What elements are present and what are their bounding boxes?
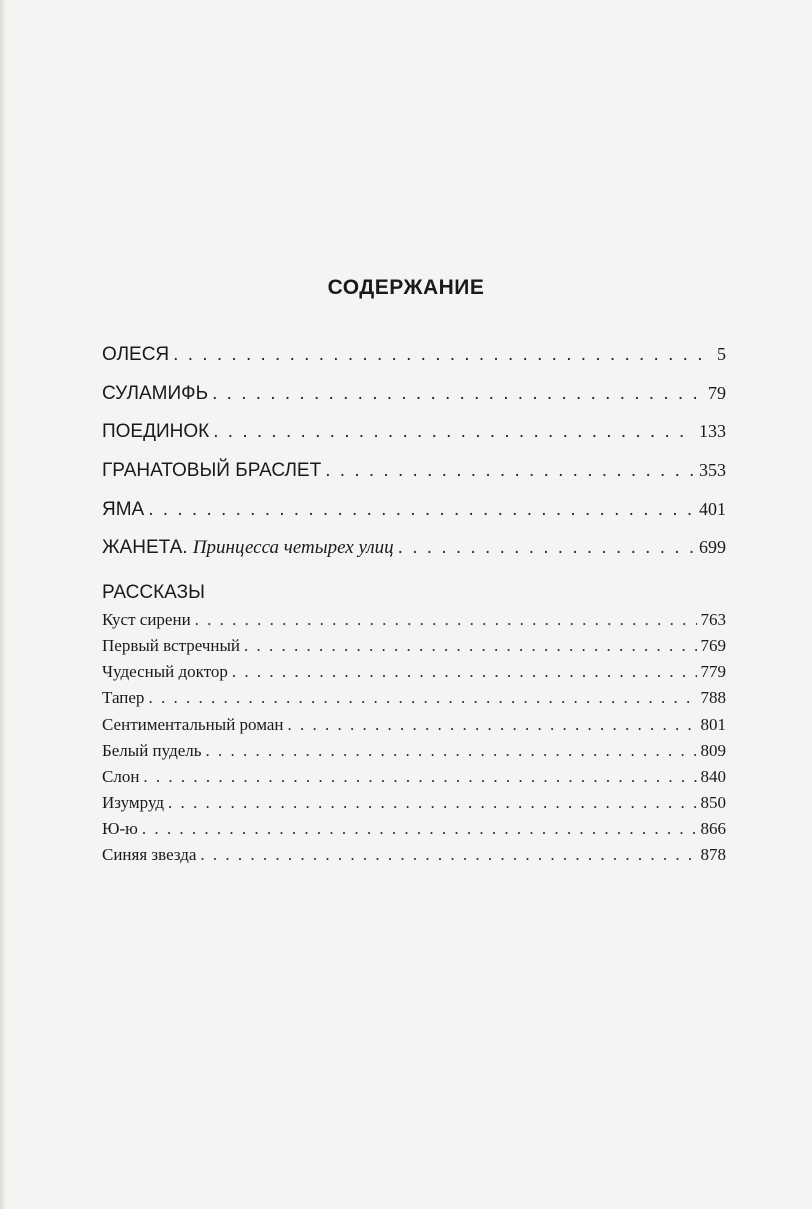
toc-page-number: 788	[700, 688, 726, 708]
toc-entry-title: Чудесный доктор	[102, 662, 228, 682]
dot-leader	[168, 793, 696, 813]
toc-entry-title: Белый пудель	[102, 740, 202, 760]
table-of-contents	[102, 344, 726, 871]
page-edge	[0, 0, 6, 1209]
dot-leader	[142, 819, 697, 839]
toc-page-number: 699	[699, 537, 726, 558]
page-title: СОДЕРЖАНИЕ	[327, 276, 485, 299]
toc-page-number: 866	[700, 818, 726, 838]
toc-entry-story	[102, 662, 726, 688]
toc-entry-story	[102, 715, 726, 741]
toc-entry-title: ОЛЕСЯ	[102, 344, 170, 365]
toc-entry-title: Куст сирени	[102, 610, 191, 630]
toc-entry-title: Первый встречный	[102, 636, 241, 656]
toc-entry-yama	[102, 499, 726, 538]
toc-entry-story	[102, 767, 726, 793]
toc-entry-story	[102, 688, 726, 714]
toc-entry-title: ЯМА	[102, 498, 145, 520]
toc-entry-story	[102, 610, 726, 636]
dot-leader	[148, 499, 695, 521]
toc-entry-title: Изумруд	[102, 792, 165, 812]
dot-leader	[232, 662, 697, 682]
toc-page-number: 133	[699, 421, 726, 442]
toc-entry-title: Сентиментальный роман	[102, 714, 284, 734]
toc-entry-title: Ю-ю	[102, 818, 138, 838]
toc-entry-title: Синяя звезда	[102, 844, 197, 864]
toc-entry-olesya	[102, 344, 726, 383]
toc-entry-zhaneta	[102, 537, 726, 576]
toc-entry-story	[102, 741, 726, 767]
dot-leader	[200, 845, 696, 865]
toc-entry-story	[102, 636, 726, 662]
toc-page-number: 779	[700, 662, 726, 682]
dot-leader	[288, 715, 697, 735]
toc-page-number: 878	[700, 844, 726, 864]
dot-leader	[398, 537, 695, 559]
toc-entry-title: ПОЕДИНОК	[102, 421, 210, 443]
toc-entry-title: Слон	[102, 766, 140, 786]
toc-page-number: 763	[700, 610, 726, 630]
dot-leader	[212, 383, 704, 405]
toc-page-number: 401	[699, 498, 726, 519]
toc-entry-poedinok	[102, 421, 726, 460]
dot-leader	[148, 688, 696, 708]
toc-entry-story	[102, 793, 726, 819]
toc-page-number: 809	[700, 740, 726, 760]
dot-leader	[195, 610, 697, 630]
toc-entry-granatovy-braslet	[102, 460, 726, 499]
toc-entry-title: Тапер	[102, 688, 145, 708]
toc-page-number: 801	[700, 714, 726, 734]
toc-entry-title: СУЛАМИФЬ	[102, 382, 209, 404]
toc-entry-subtitle: Принцесса четырех улиц	[192, 537, 394, 559]
toc-page-number: 769	[700, 636, 726, 656]
toc-entry-story	[102, 819, 726, 845]
toc-entry-story	[102, 845, 726, 871]
toc-page-number: 5	[717, 344, 726, 364]
dot-leader	[325, 460, 695, 482]
dot-leader	[173, 344, 713, 366]
toc-entry-title: ЖАНЕТА. Принцесса четырех улиц	[102, 537, 394, 559]
toc-entry-sulamif	[102, 383, 726, 422]
dot-leader	[213, 421, 695, 443]
dot-leader	[206, 741, 697, 761]
toc-page-number: 850	[700, 792, 726, 812]
toc-entry-title: ГРАНАТОВЫЙ БРАСЛЕТ	[102, 460, 322, 482]
toc-page-number: 840	[700, 766, 726, 786]
section-heading-stories: РАССКАЗЫ	[102, 582, 205, 604]
dot-leader	[244, 636, 696, 656]
dot-leader	[143, 767, 696, 787]
toc-page-number: 353	[699, 460, 726, 481]
toc-page-number: 79	[708, 382, 726, 403]
